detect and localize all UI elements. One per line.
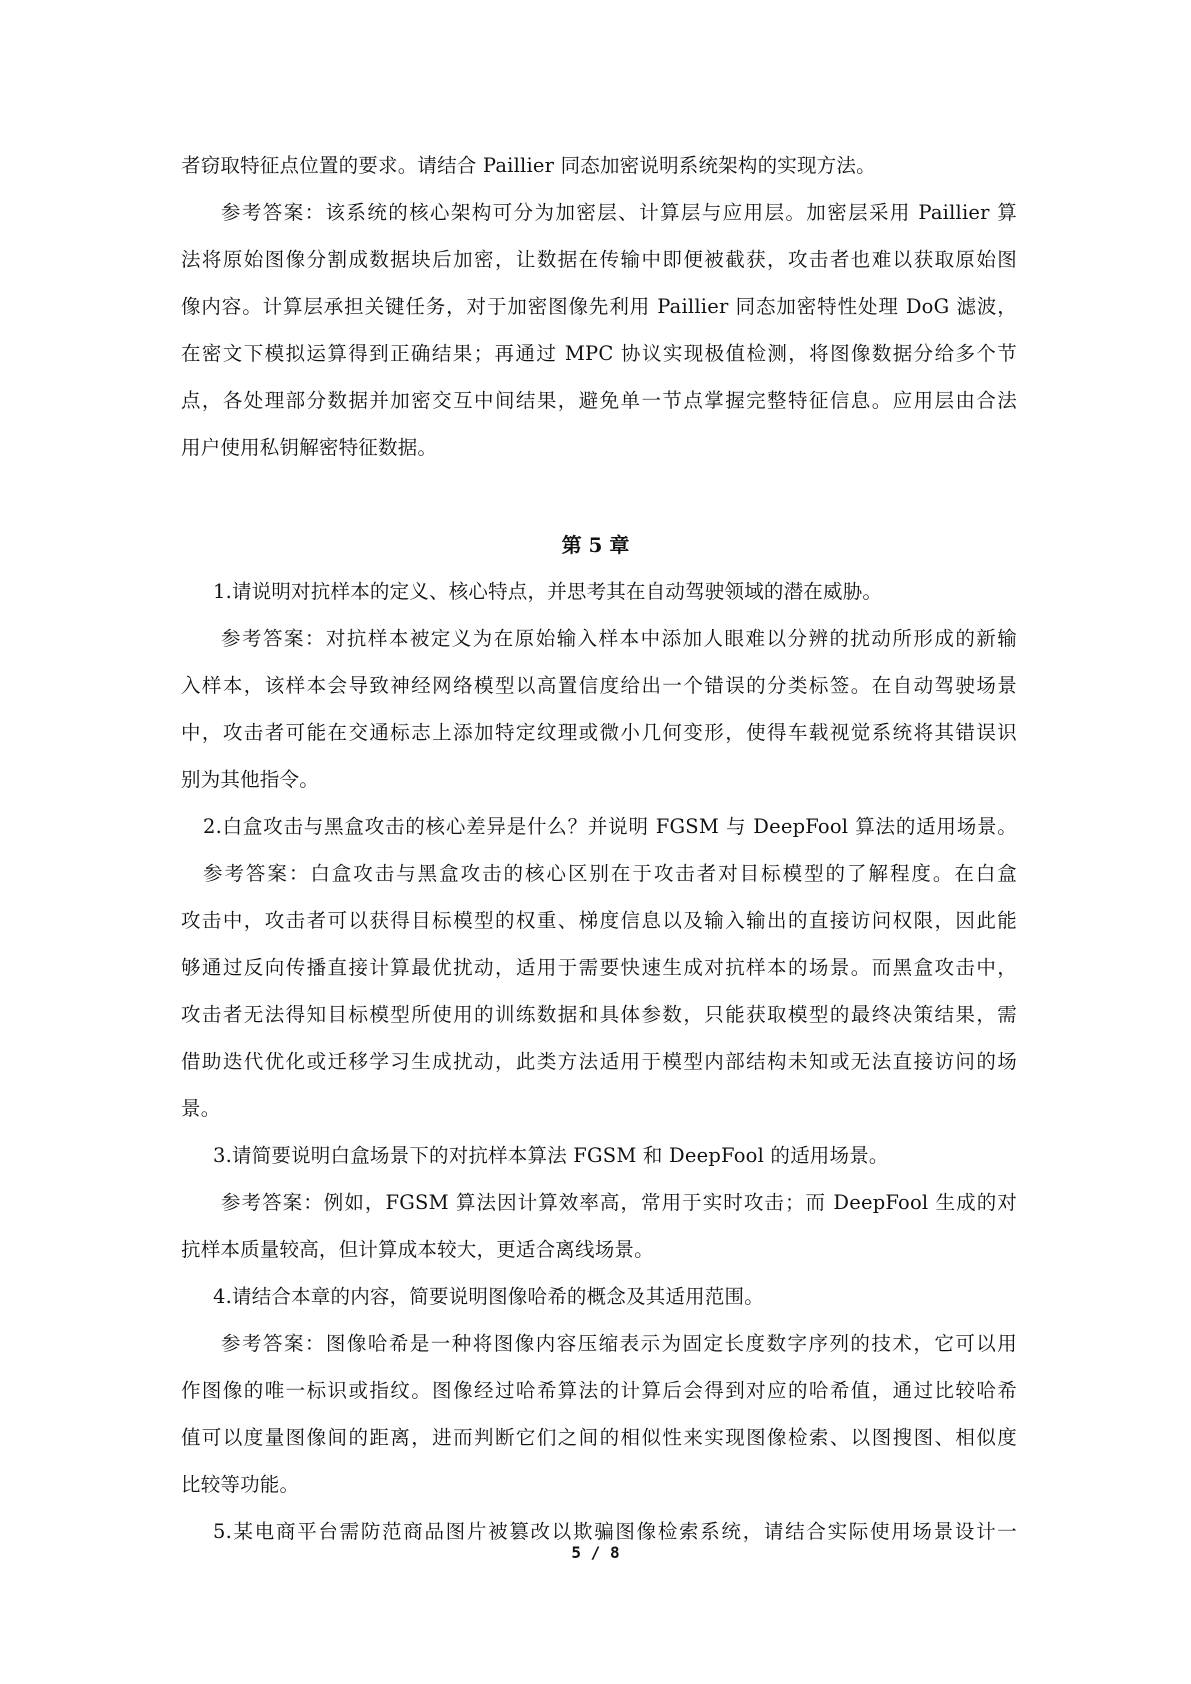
body-line: 借助迭代优化或迁移学习生成扰动，此类方法适用于模型内部结构未知或无法直接访问的场 xyxy=(181,1050,1017,1073)
body-line: 用户使用私钥解密特征数据。 xyxy=(181,436,438,459)
body-line: 别为其他指令。 xyxy=(181,768,319,791)
body-line: 抗样本质量较高，但计算成本较大，更适合离线场景。 xyxy=(181,1238,654,1261)
answer-line: 参考答案：对抗样本被定义为在原始输入样本中添加人眼难以分辨的扰动所形成的新输 xyxy=(221,627,1017,650)
question-line: 1.请说明对抗样本的定义、核心特点，并思考其在自动驾驶领域的潜在威胁。 xyxy=(213,580,883,603)
question-line: 4.请结合本章的内容，简要说明图像哈希的概念及其适用范围。 xyxy=(213,1285,764,1308)
question-line: 5.某电商平台需防范商品图片被篡改以欺骗图像检索系统，请结合实际使用场景设计一 xyxy=(213,1520,1017,1543)
body-line: 在密文下模拟运算得到正确结果；再通过 MPC 协议实现极值检测，将图像数据分给多个节 xyxy=(181,342,1017,365)
page-number: 5 / 8 xyxy=(571,1543,620,1562)
body-line: 法将原始图像分割成数据块后加密，让数据在传输中即便被截获，攻击者也难以获取原始图 xyxy=(181,248,1017,271)
body-line: 作图像的唯一标识或指纹。图像经过哈希算法的计算后会得到对应的哈希值，通过比较哈希 xyxy=(181,1379,1017,1402)
answer-line: 参考答案：例如，FGSM 算法因计算效率高，常用于实时攻击；而 DeepFool 生成的对 xyxy=(221,1191,1017,1214)
body-line: 比较等功能。 xyxy=(181,1473,300,1496)
body-line: 像内容。计算层承担关键任务，对于加密图像先利用 Paillier 同态加密特性处理 DoG 滤波， xyxy=(181,295,1017,318)
question-line: 2.白盒攻击与黑盒攻击的核心差异是什么？并说明 FGSM 与 DeepFool 算法的适用场景。 xyxy=(203,815,1017,838)
body-line: 中，攻击者可能在交通标志上添加特定纹理或微小几何变形，使得车载视觉系统将其错误识 xyxy=(181,721,1017,744)
body-line: 者窃取特征点位置的要求。请结合 Paillier 同态加密说明系统架构的实现方法。 xyxy=(181,154,876,177)
body-line: 值可以度量图像间的距离，进而判断它们之间的相似性来实现图像检索、以图搜图、相似度 xyxy=(181,1426,1017,1449)
chapter-title: 第 5 章 xyxy=(561,533,630,557)
body-line: 景。 xyxy=(181,1097,221,1120)
question-line: 3.请简要说明白盒场景下的对抗样本算法 FGSM 和 DeepFool 的适用场景。 xyxy=(213,1144,889,1167)
body-line: 入样本，该样本会导致神经网络模型以高置信度给出一个错误的分类标签。在自动驾驶场景 xyxy=(181,674,1017,697)
body-line: 点，各处理部分数据并加密交互中间结果，避免单一节点掌握完整特征信息。应用层由合法 xyxy=(181,389,1017,412)
body-line: 攻击者无法得知目标模型所使用的训练数据和具体参数，只能获取模型的最终决策结果，需 xyxy=(181,1003,1017,1026)
answer-line: 参考答案：白盒攻击与黑盒攻击的核心区别在于攻击者对目标模型的了解程度。在白盒 xyxy=(203,862,1017,885)
answer-line: 参考答案：图像哈希是一种将图像内容压缩表示为固定长度数字序列的技术，它可以用 xyxy=(221,1332,1017,1355)
body-line: 攻击中，攻击者可以获得目标模型的权重、梯度信息以及输入输出的直接访问权限，因此能 xyxy=(181,909,1017,932)
body-line: 够通过反向传播直接计算最优扰动，适用于需要快速生成对抗样本的场景。而黑盒攻击中， xyxy=(181,956,1017,979)
answer-line: 参考答案：该系统的核心架构可分为加密层、计算层与应用层。加密层采用 Paillier 算 xyxy=(221,201,1017,224)
